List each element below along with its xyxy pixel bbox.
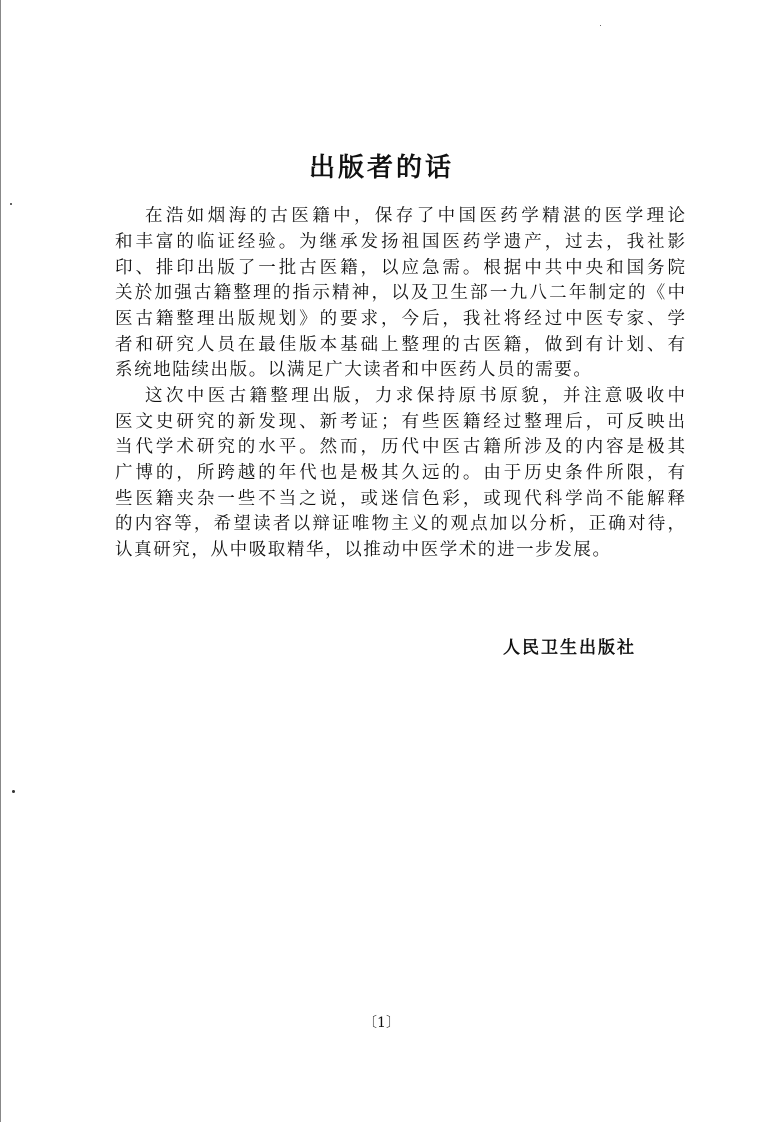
text-line: 认真研究，从中吸取精华，以推动中医学术的进一步发展。 [115,540,612,560]
text-line: 医古籍整理出版规划》的要求，今后，我社将经过中医专家、学 [115,309,685,329]
text-line: 些医籍夹杂一些不当之说，或迷信色彩，或现代科学尚不能解释 [115,489,685,509]
page-title: 出版者的话 [308,153,454,183]
text-line: 当代学术研究的水平。然而，历代中医古籍所涉及的内容是极其 [115,437,685,457]
scan-speck [600,25,601,26]
publisher-signature: 人民卫生出版社 [503,638,636,658]
page-number: 〔1〕 [363,1015,400,1031]
text-line: 在浩如烟海的古医籍中，保存了中国医药学精湛的医学理论 [145,206,685,226]
scan-speck [10,203,12,205]
scan-speck [12,790,15,793]
text-line: 者和研究人员在最佳版本基础上整理的古医籍，做到有计划、有 [115,335,685,355]
text-line: 系统地陆续出版。以满足广大读者和中医药人员的需要。 [115,360,593,380]
text-line: 医文史研究的新发现、新考证；有些医籍经过整理后，可反映出 [115,412,685,432]
text-line: 印、排印出版了一批古医籍，以应急需。根据中共中央和国务院 [115,258,685,278]
text-line: 这次中医古籍整理出版，力求保持原书原貌，并注意吸收中 [145,386,685,406]
text-line: 的内容等，希望读者以辩证唯物主义的观点加以分析，正确对待， [115,514,685,534]
text-line: 关於加强古籍整理的指示精神，以及卫生部一九八二年制定的《中 [115,283,685,303]
text-line: 和丰富的临证经验。为继承发扬祖国医药学遗产，过去，我社影 [115,232,685,252]
text-line: 广博的，所跨越的年代也是极其久远的。由于历史条件所限，有 [115,463,685,483]
